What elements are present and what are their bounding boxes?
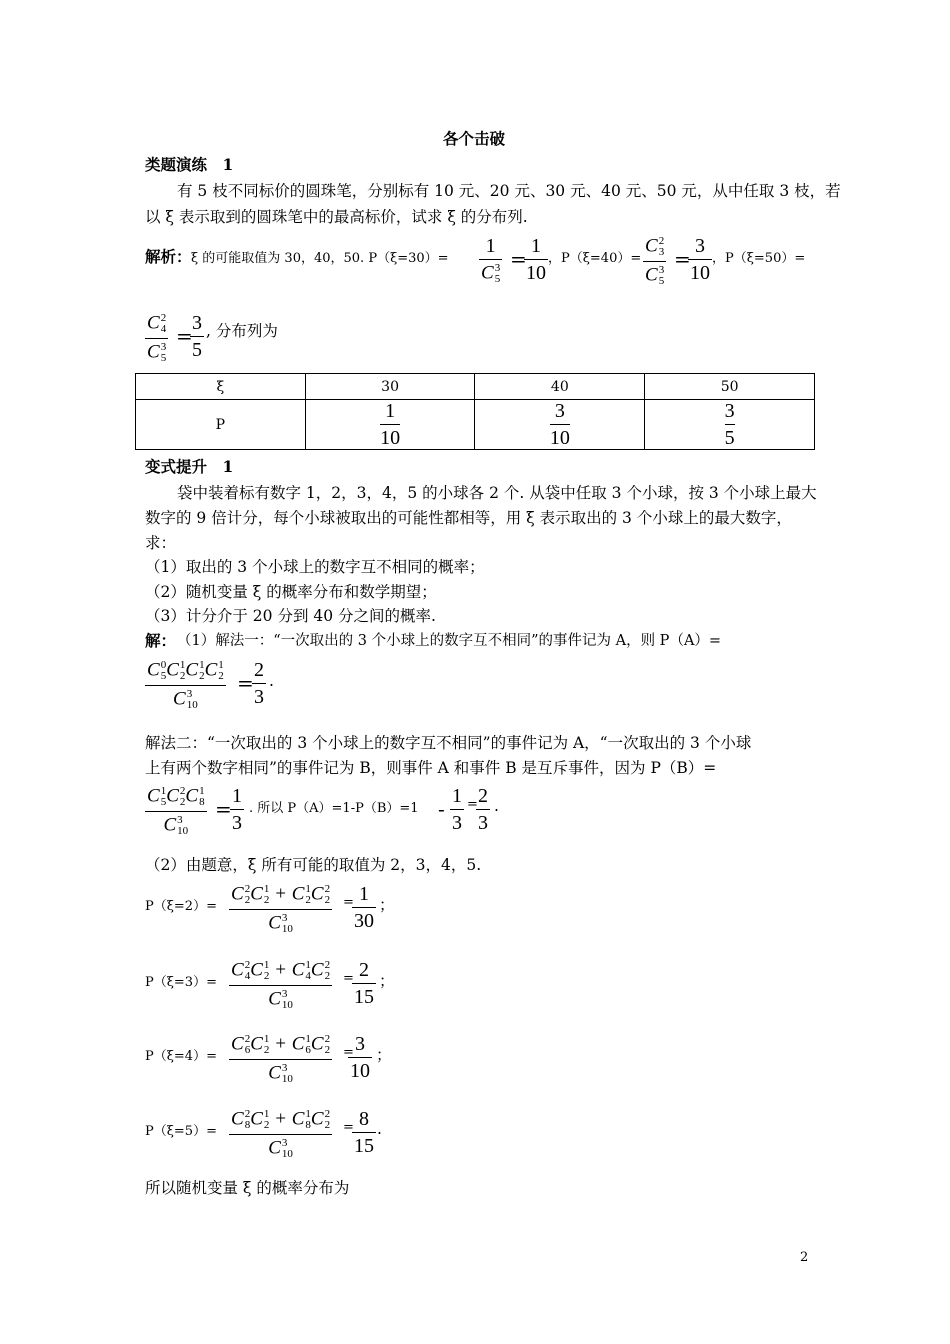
table-cell: 40 [475, 374, 645, 400]
fraction-p3: C 2 4 C 1 2 + C 1 4 C 2 2 C 3 10 [231, 959, 331, 1011]
equals-sign: = [674, 247, 691, 271]
question-2: （2）随机变量 ξ 的概率分布和数学期望； [145, 583, 437, 601]
method2-line2: 上有两个数字相同”的事件记为 B，则事件 A 和事件 B 是互斥事件，因为 P（B）= [145, 759, 717, 777]
fraction-p50-value: 3 5 [192, 312, 202, 361]
variant-problem-line1: 袋中装着标有数字 1，2，3，4，5 的小球各 2 个. 从袋中任取 3 个小球，按 3 个小球上最大 [177, 484, 817, 502]
page-title: 各个击破 [443, 129, 506, 148]
equals-sign: = [237, 671, 254, 695]
variant-solution-label: 解： [145, 631, 177, 650]
equals-sign: = [343, 895, 354, 910]
fraction-one-third: 1 3 [452, 785, 462, 834]
variant-problem-line3: 求： [145, 534, 177, 552]
fraction-p40-c: C 2 3 C 3 5 [645, 235, 665, 287]
page-number: 2 [800, 1250, 809, 1265]
p5-label: P（ξ=5）= [145, 1124, 217, 1139]
table-cell: ξ [136, 374, 306, 400]
fraction-numerator: 1 [385, 400, 396, 422]
p4-label: P（ξ=4）= [145, 1049, 217, 1064]
p2-label: P（ξ=2）= [145, 899, 217, 914]
fraction-p2-value: 1 30 [354, 883, 374, 932]
solution-label: 解析： [145, 247, 192, 266]
fraction-denominator: 5 [724, 427, 735, 449]
table-row [136, 400, 815, 450]
table-cell: P [136, 400, 306, 450]
fraction-p5: C 2 8 C 1 2 + C 1 8 C 2 2 C 3 10 [231, 1108, 331, 1160]
fraction-method1-value: 2 3 [254, 659, 264, 708]
variant-heading: 变式提升 1 [145, 457, 234, 476]
distribution-table [135, 373, 815, 450]
method2-mid: . 所以 P（A）=1-P（B）=1 [249, 801, 419, 816]
fraction-p5-value: 8 15 [354, 1108, 374, 1157]
question-3: （3）计分介于 20 分到 40 分之间的概率. [145, 607, 436, 625]
equals-sign: = [343, 971, 354, 986]
practice-problem-line1: 有 5 枝不同标价的圆珠笔，分别标有 10 元、20 元、30 元、40 元、50 元，从中任取 3 枝，若 [177, 182, 841, 200]
table-header-row [136, 374, 815, 400]
table-cell [475, 400, 645, 450]
table-cell: 30 [305, 374, 475, 400]
fraction-p30-c: 1 C 3 5 [481, 235, 501, 285]
table-cell [305, 400, 475, 450]
method2-line1: 解法二：“一次取出的 3 个小球上的数字互不相同”的事件记为 A，“一次取出的 3 个小球 [145, 734, 752, 752]
semicolon: ； [379, 972, 395, 990]
fraction-denominator: 10 [380, 427, 401, 449]
semicolon: ； [379, 896, 395, 914]
fraction-pb: C 1 5 C 2 2 C 1 8 C 3 10 [147, 785, 205, 837]
fraction-p40-value: 3 10 [690, 235, 710, 284]
dist-label: , 分布列为 [206, 322, 278, 340]
period: . [377, 1120, 382, 1138]
equals-sign: = [215, 797, 232, 821]
equals-sign: = [343, 1120, 354, 1135]
table-cell: 50 [645, 374, 815, 400]
fraction-p4: C 2 6 C 1 2 + C 1 6 C 2 2 C 3 10 [231, 1033, 331, 1085]
p3-label: P（ξ=3）= [145, 975, 217, 990]
practice-heading: 类题演练 1 [145, 155, 234, 174]
equals-sign: = [343, 1045, 354, 1060]
fraction-p50-c: C 2 4 C 3 5 [147, 312, 167, 364]
variant-problem-line2: 数字的 9 倍计分，每个小球被取出的可能性都相等，用 ξ 表示取出的 3 个小球上的最大数字， [145, 509, 792, 527]
semicolon: ； [376, 1046, 392, 1064]
question-1: （1）取出的 3 个小球上的数字互不相同的概率； [145, 558, 485, 576]
fraction-denominator: 10 [549, 427, 570, 449]
fraction-p4-value: 3 10 [350, 1033, 370, 1082]
fraction-two-thirds: 2 3 [478, 785, 488, 834]
period: . [269, 672, 274, 690]
fraction-numerator: 3 [724, 400, 735, 422]
fraction-numerator: 3 [554, 400, 565, 422]
minus-sign: - [438, 797, 445, 821]
table-cell [645, 400, 815, 450]
p40-label: ，P（ξ=40）= [548, 251, 642, 266]
equals-sign: = [510, 247, 527, 271]
equals-sign: = [467, 797, 478, 812]
part2-line: （2）由题意，ξ 所有可能的取值为 2，3，4，5. [145, 856, 482, 874]
fraction-pb-value: 1 3 [232, 785, 242, 834]
fraction-method1: C 0 5 C 1 2 C 1 2 C 1 2 C 3 10 [147, 659, 224, 711]
fraction-p3-value: 2 15 [354, 959, 374, 1008]
p50-label: ，P（ξ=50）= [712, 251, 806, 266]
solution-text: ξ 的可能取值为 30，40，50. P（ξ=30）= [191, 251, 449, 266]
final-line: 所以随机变量 ξ 的概率分布为 [145, 1179, 350, 1197]
fraction-p2: C 2 2 C 1 2 + C 1 2 C 2 2 C 3 10 [231, 883, 331, 935]
fraction-p30-value: 1 10 [526, 235, 546, 284]
solution-line1: （1）解法一：“一次取出的 3 个小球上的数字互不相同”的事件记为 A，则 P（A）= [177, 633, 722, 649]
practice-problem-line2: 以 ξ 表示取到的圆珠笔中的最高标价，试求 ξ 的分布列. [145, 208, 528, 226]
equals-sign: = [176, 324, 193, 348]
period: . [494, 797, 499, 815]
